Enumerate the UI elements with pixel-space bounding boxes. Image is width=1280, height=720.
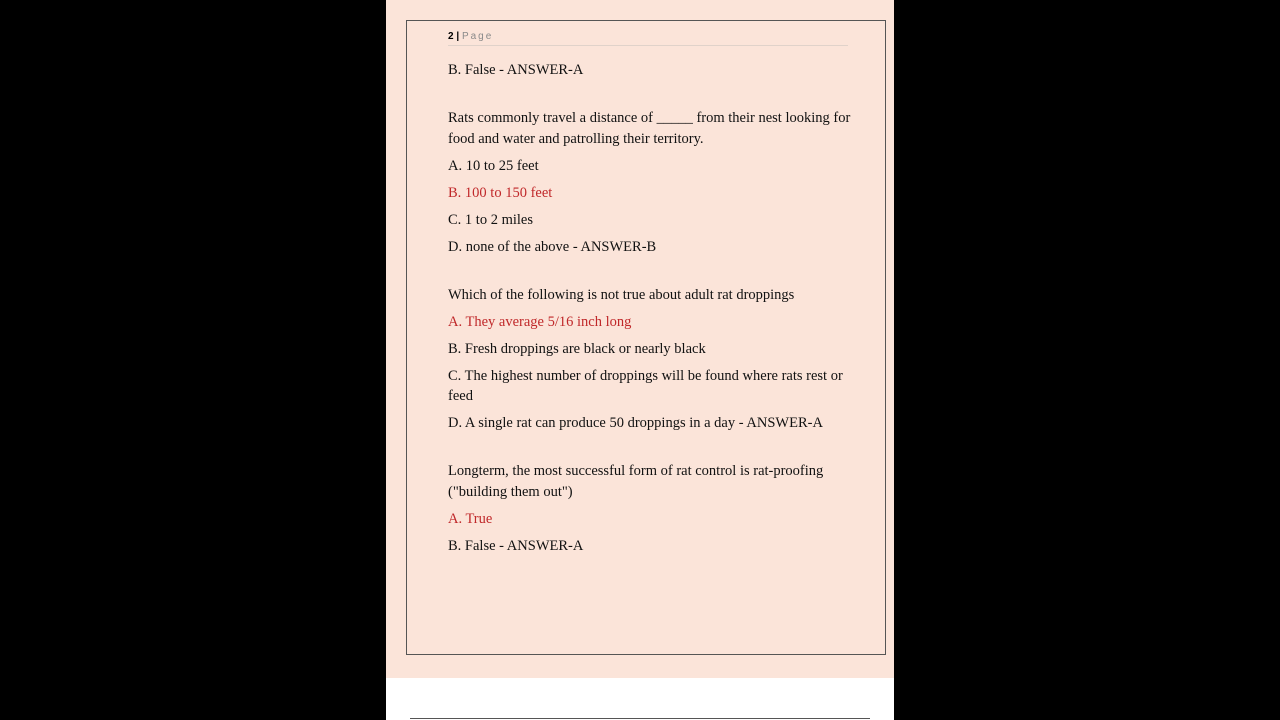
question-3-option-a-correct: A. True [448,510,493,527]
page-number: 2 [448,31,454,42]
question-2-option-c: C. The highest number of droppings will be found where rats rest or feed [448,367,843,404]
previous-question-tail: B. False - ANSWER-A [448,62,584,78]
question-2-option-b: B. Fresh droppings are black or nearly black [448,340,706,357]
question-2-text: Which of the following is not true about adult rat droppings [448,286,795,303]
page-header [448,31,848,46]
question-1-option-a: A. 10 to 25 feet [448,157,539,174]
page-header-separator: | [456,31,460,42]
question-3-option-b: B. False - ANSWER-A [448,537,584,554]
document-page [386,0,894,678]
next-page-preview [386,678,894,720]
next-page-border-top [410,718,870,719]
question-3-text: Longterm, the most successful form of rat control is rat-proofing ("building them out") [448,463,824,500]
question-2-option-d: D. A single rat can produce 50 droppings in a day - ANSWER-A [448,415,823,431]
question-1-option-b-correct: B. 100 to 150 feet [448,184,553,201]
page-content [448,60,858,563]
question-1-option-d: D. none of the above - ANSWER-B [448,238,657,255]
question-1-text: Rats commonly travel a distance of _____ from their nest looking for food and water and patrolling their territory. [448,110,851,147]
question-2-option-a-correct: A. They average 5/16 inch long [448,313,632,330]
question-1-option-c: C. 1 to 2 miles [448,211,533,228]
page-label: Page [461,31,494,42]
